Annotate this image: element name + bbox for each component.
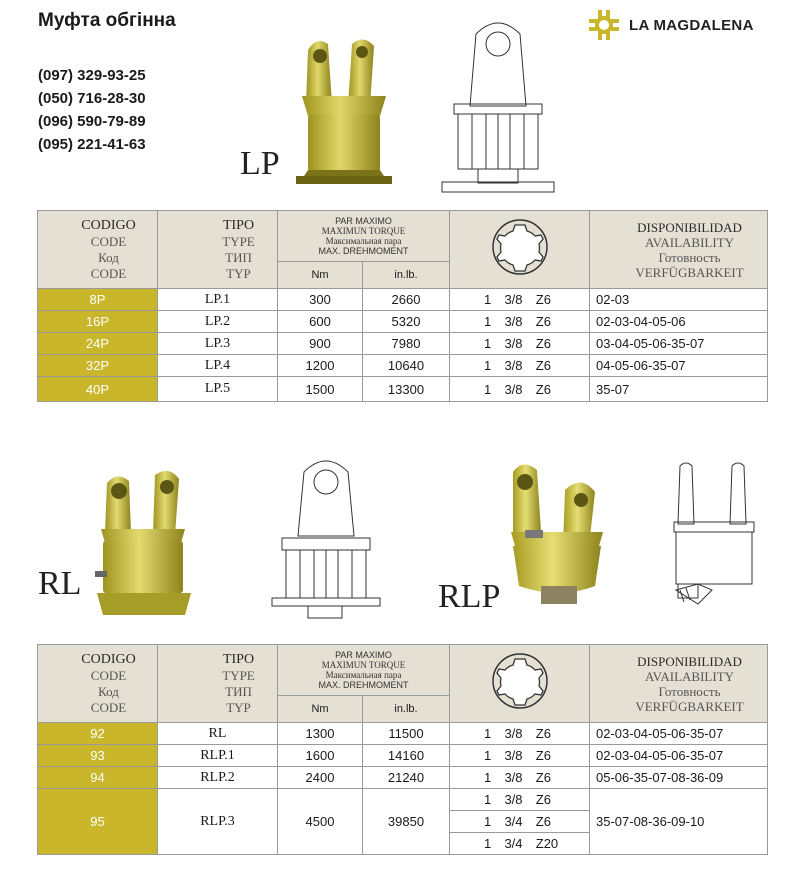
la-magdalena-logo-icon [587,8,621,42]
lp-spec-table [37,210,768,402]
type-cell: LP.2 [158,311,278,333]
code-cell: 24P [38,333,158,355]
table-row [38,723,768,745]
torque-cell: 5320 [363,311,450,333]
code-cell: 8P [38,289,158,311]
code-cell: 93 [38,745,158,767]
header-tipo: TIPO TYPE ТИП TYP [158,211,278,289]
type-cell: LP.3 [158,333,278,355]
spline-cell: 1 3/8 Z6 [450,311,590,333]
table-row [38,745,768,767]
spline-cell: 1 3/4 Z20 [450,833,590,855]
type-cell: RLP.1 [158,745,278,767]
header-spline [450,645,590,723]
brand-logo [587,8,754,42]
header-disponibilidad: DISPONIBILIDAD AVAILABILITY Готовность VERFÜGBARKEIT [590,645,768,723]
table-row [38,355,768,377]
phone-number[interactable]: (096) 590-79-89 [38,113,146,130]
rlp-label: RLP [438,578,501,615]
phone-number[interactable]: (050) 716-28-30 [38,90,146,107]
header-inlb: in.lb. [363,696,450,723]
table-row [38,789,768,811]
torque-cell: 4500 [278,789,363,855]
torque-cell: 2660 [363,289,450,311]
type-cell: LP.1 [158,289,278,311]
type-cell: RLP.2 [158,767,278,789]
rlp-yoke-photo [505,460,615,620]
availability-cell: 02-03 [590,289,768,311]
availability-cell: 02-03-04-05-06-35-07 [590,723,768,745]
table-row [38,333,768,355]
header-disponibilidad: DISPONIBILIDAD AVAILABILITY Готовность VERFÜGBARKEIT [590,211,768,289]
spline-shaft-icon [490,651,550,711]
table-row [38,377,768,402]
type-cell: RLP.3 [158,789,278,855]
torque-cell: 2400 [278,767,363,789]
torque-cell: 1300 [278,723,363,745]
table-header-row [38,645,768,696]
torque-cell: 21240 [363,767,450,789]
type-cell: RL [158,723,278,745]
torque-cell: 14160 [363,745,450,767]
lp-label: LP [240,145,280,182]
header-torque: PAR MAXIMO MAXIMUN TORQUE Максимальная пара MAX. DREHMOMENT [278,211,450,262]
availability-cell: 35-07-08-36-09-10 [590,789,768,855]
header-torque: PAR MAXIMO MAXIMUN TORQUE Максимальная пара MAX. DREHMOMENT [278,645,450,696]
code-cell: 92 [38,723,158,745]
torque-cell: 1600 [278,745,363,767]
spline-cell: 1 3/8 Z6 [450,789,590,811]
spline-cell: 1 3/8 Z6 [450,723,590,745]
availability-cell: 35-07 [590,377,768,402]
type-cell: LP.4 [158,355,278,377]
spline-cell: 1 3/8 Z6 [450,377,590,402]
code-cell: 16P [38,311,158,333]
table-header-row [38,211,768,262]
spline-cell: 1 3/8 Z6 [450,289,590,311]
torque-cell: 300 [278,289,363,311]
phone-number[interactable]: (095) 221-41-63 [38,136,146,153]
header-codigo: CODIGO CODE Код CODE [38,645,158,723]
rl-label: RL [38,565,82,602]
torque-cell: 11500 [363,723,450,745]
header-spline [450,211,590,289]
header-nm: Nm [278,696,363,723]
type-cell: LP.5 [158,377,278,402]
torque-cell: 13300 [363,377,450,402]
availability-cell: 02-03-04-05-06 [590,311,768,333]
availability-cell: 05-06-35-07-08-36-09 [590,767,768,789]
table-row [38,311,768,333]
spline-cell: 1 3/8 Z6 [450,745,590,767]
header-nm: Nm [278,262,363,289]
spline-cell: 1 3/8 Z6 [450,355,590,377]
torque-cell: 39850 [363,789,450,855]
phone-number[interactable]: (097) 329-93-25 [38,67,146,84]
lp-yoke-photo [290,30,400,190]
availability-cell: 02-03-04-05-06-35-07 [590,745,768,767]
spline-cell: 1 3/4 Z6 [450,811,590,833]
page-title: Муфта обгінна [38,10,176,31]
rl-technical-drawing [268,458,383,623]
spline-cell: 1 3/8 Z6 [450,767,590,789]
torque-cell: 10640 [363,355,450,377]
lp-technical-drawing [438,22,558,197]
table-row [38,767,768,789]
header-inlb: in.lb. [363,262,450,289]
torque-cell: 1200 [278,355,363,377]
phone-list [38,64,146,156]
rl-spec-table [37,644,768,855]
rl-yoke-photo [95,463,195,623]
code-cell: 95 [38,789,158,855]
code-cell: 32P [38,355,158,377]
code-cell: 40P [38,377,158,402]
header-tipo: TIPO TYPE ТИП TYP [158,645,278,723]
rlp-technical-drawing [662,458,762,623]
table-row [38,289,768,311]
availability-cell: 04-05-06-35-07 [590,355,768,377]
code-cell: 94 [38,767,158,789]
availability-cell: 03-04-05-06-35-07 [590,333,768,355]
header-codigo: CODIGO CODE Код CODE [38,211,158,289]
spline-cell: 1 3/8 Z6 [450,333,590,355]
logo-text: LA MAGDALENA [629,16,754,34]
torque-cell: 900 [278,333,363,355]
spline-shaft-icon [490,217,550,277]
torque-cell: 7980 [363,333,450,355]
torque-cell: 1500 [278,377,363,402]
torque-cell: 600 [278,311,363,333]
